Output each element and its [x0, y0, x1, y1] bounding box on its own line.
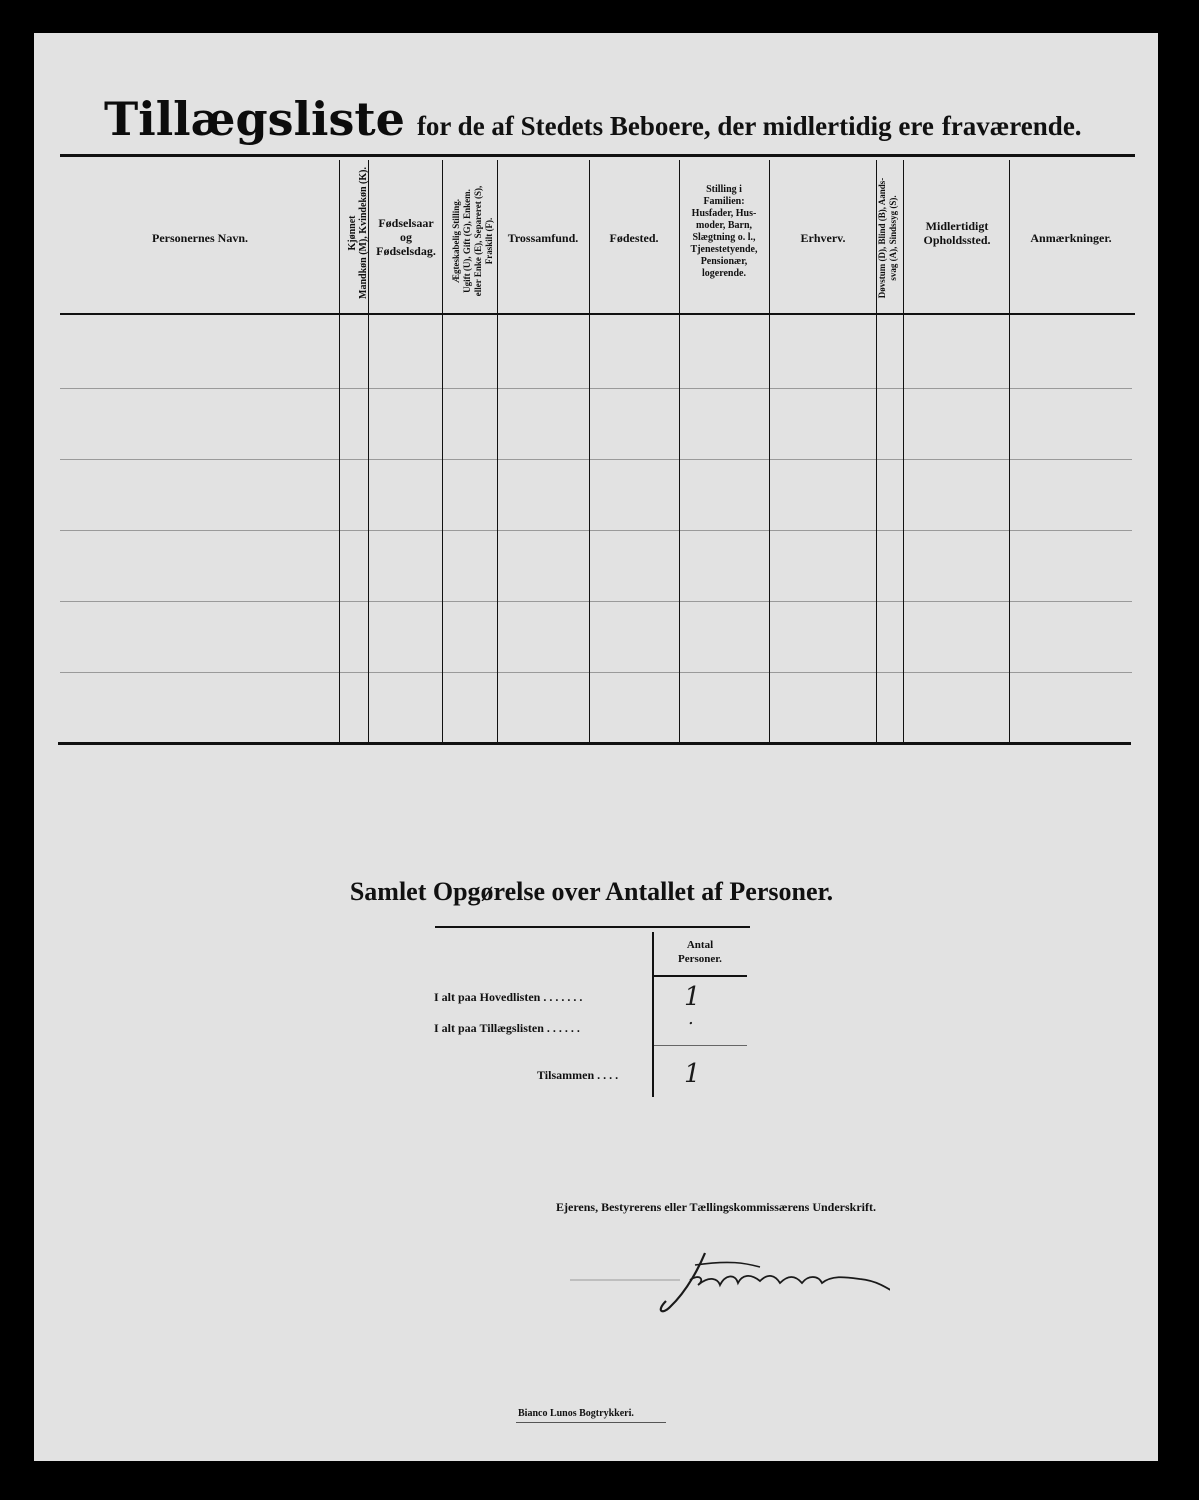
table-bottom-rule	[58, 742, 1131, 745]
printer-imprint: Bianco Lunos Bogtrykkeri.	[518, 1408, 634, 1419]
table-row-line	[60, 672, 1132, 673]
header-family-position: Stilling i Familien: Husfader, Hus- moder, Barn, Slægtning o. l., Tjenestetyende, Pensionær, logerende.	[690, 184, 758, 279]
table-row-line	[60, 530, 1132, 531]
table-row-line	[60, 601, 1132, 602]
column-separator	[769, 160, 770, 743]
header-occupation: Erhverv.	[800, 231, 846, 245]
header-remarks: Anmærkninger.	[1030, 231, 1112, 245]
header-religion: Trossamfund.	[507, 231, 579, 245]
table-row-line	[60, 459, 1132, 460]
summary-title: Samlet Opgørelse over Antallet af Personer.	[349, 877, 834, 906]
handwritten-signature	[570, 1245, 890, 1325]
table-top-rule	[60, 154, 1135, 157]
summary-row-label: I alt paa Hovedlisten . . . . . . .	[434, 990, 583, 1004]
header-sex: Kjønnet Mandkøn (M), Kvindekøn (K).	[347, 167, 369, 299]
header-residence: Midlertidigt Opholdssted.	[923, 219, 991, 247]
title-main: Tillægsliste	[104, 92, 405, 146]
header-disability: Døvstum (D), Blind (B), Aands- svag (A), Sindssyg (S).	[877, 177, 898, 299]
title-emphasis: fraværende.	[941, 111, 1082, 141]
column-separator	[339, 160, 340, 743]
summary-row-value: .	[688, 1008, 694, 1029]
summary-row-label: I alt paa Tillægslisten . . . . . .	[434, 1021, 580, 1035]
printer-underline	[516, 1422, 666, 1423]
summary-total-rule	[654, 1045, 747, 1046]
summary-header-rule	[654, 975, 747, 977]
summary-column-header: Antal Personer.	[678, 939, 722, 965]
column-separator	[442, 160, 443, 743]
summary-top-rule	[435, 926, 750, 928]
column-separator	[903, 160, 904, 743]
table-header-rule	[60, 313, 1135, 315]
summary-row-value: 1	[684, 1059, 701, 1089]
table-row-line	[60, 388, 1132, 389]
header-birth: Fødselsaar og Fødselsdag.	[376, 216, 436, 258]
summary-column-rule	[652, 932, 654, 1097]
title-subtitle: for de af Stedets Beboere, der midlertidig ere	[416, 111, 934, 141]
header-names: Personernes Navn.	[152, 231, 248, 245]
header-marital: Ægteskabelig Stilling. Ugift (U), Gift (G), Enkem. eller Enke (E), Separeret (S), Fraskilt (F).	[451, 185, 494, 297]
summary-row-value: 1	[684, 982, 701, 1012]
column-separator	[1009, 160, 1010, 743]
column-separator	[497, 160, 498, 743]
signature-caption: Ejerens, Bestyrerens eller Tællingskommissærens Underskrift.	[556, 1200, 876, 1214]
column-separator	[589, 160, 590, 743]
header-birthplace: Fødested.	[609, 231, 659, 245]
summary-row-label: Tilsammen . . . .	[537, 1068, 619, 1082]
form-title	[104, 92, 1104, 146]
